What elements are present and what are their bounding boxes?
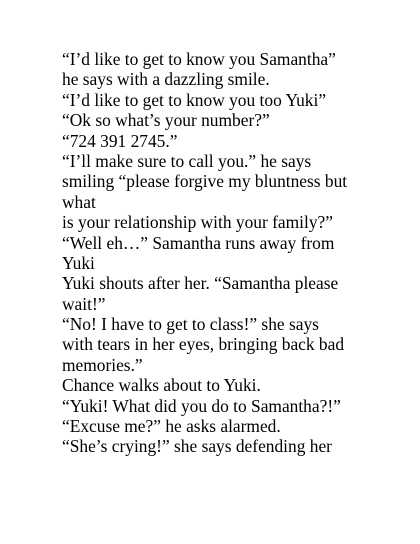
text-line: “Ok so what’s your number?” [62,110,270,131]
text-line: “Excuse me?” he asks alarmed. [62,416,281,437]
text-line: what [62,191,96,212]
text-line: is your relationship with your family?” [62,212,333,233]
text-line: with tears in her eyes, bringing back bad [62,334,345,355]
text-line: “Yuki! What did you do to Samantha?!” [62,395,341,416]
text-line: “She’s crying!” she says defending her [62,436,332,457]
text-line: wait!” [62,293,106,314]
text-line: “No! I have to get to class!” she says [62,314,319,335]
text-line: Chance walks about to Yuki. [62,375,261,396]
text-line: he says with a dazzling smile. [62,69,270,90]
text-line: smiling “please forgive my bluntness but [62,171,348,192]
text-line: “Well eh…” Samantha runs away from [62,232,335,253]
text-line: “I’ll make sure to call you.” he says [62,150,312,171]
story-text [62,49,362,457]
text-line: Yuki [62,252,95,273]
text-line: memories.” [62,354,143,375]
text-line: “724 391 2745.” [62,130,178,151]
text-line: Yuki shouts after her. “Samantha please [62,273,339,294]
text-line: “I’d like to get to know you too Yuki” [62,89,327,110]
text-line: “I’d like to get to know you Samantha” [62,49,336,69]
